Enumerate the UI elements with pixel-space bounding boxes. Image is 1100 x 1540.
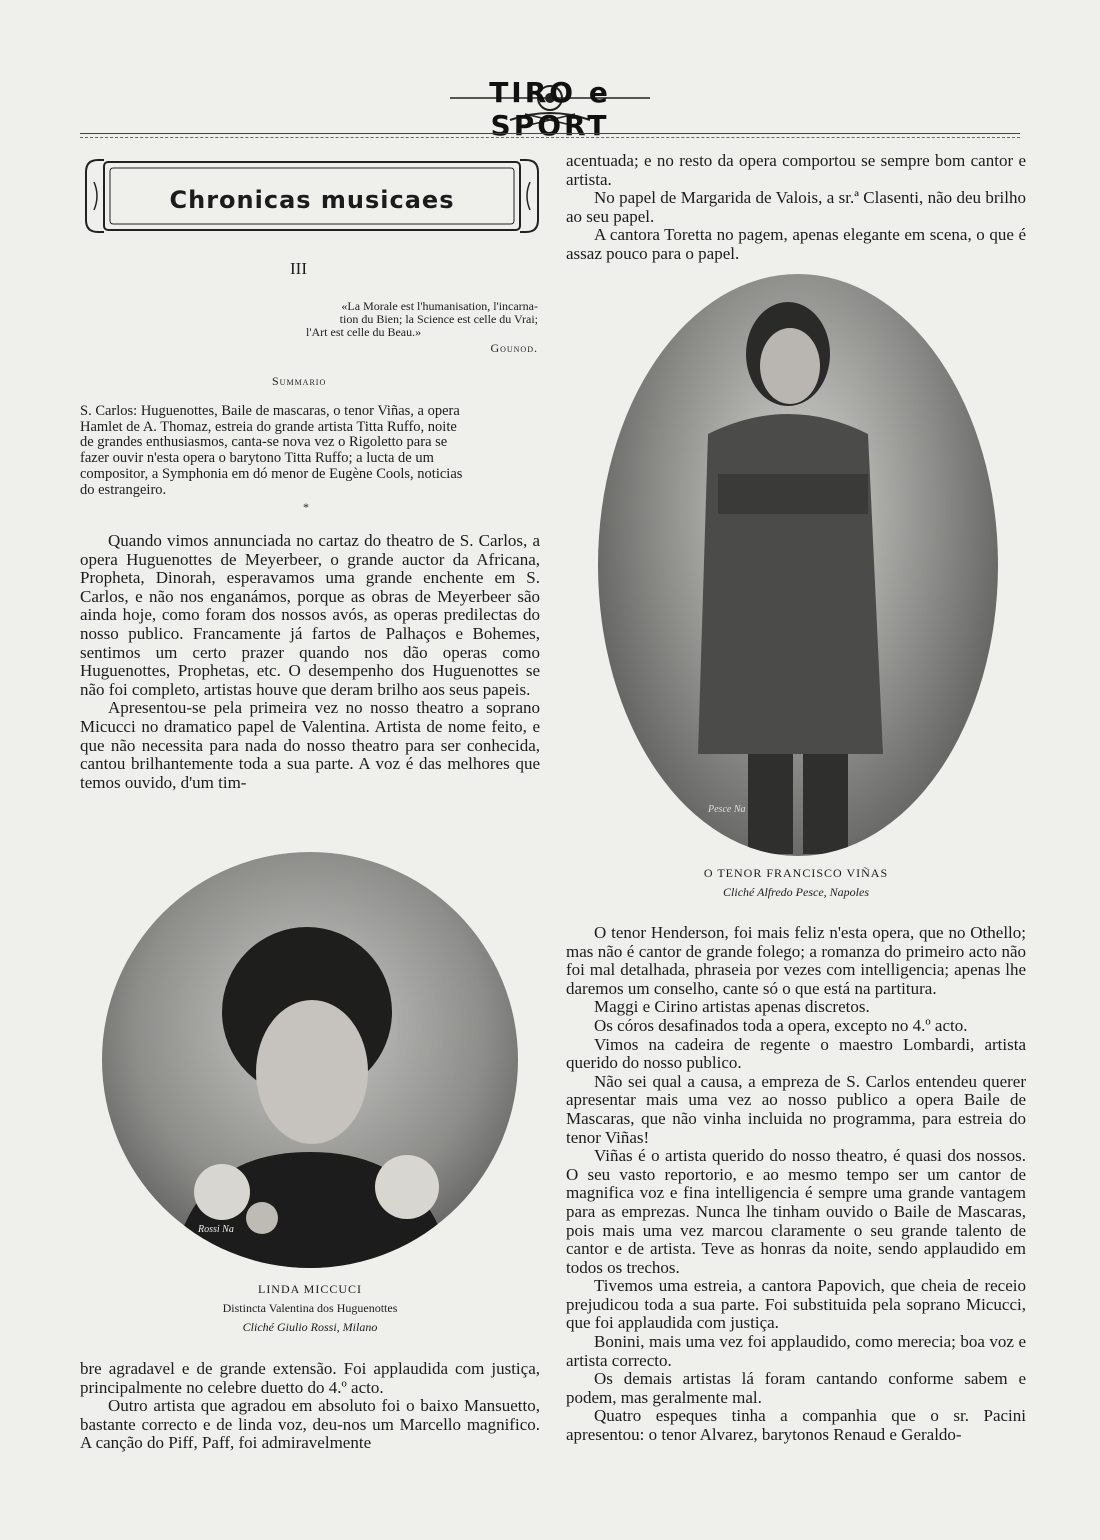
masthead-title: TIRO e SPORT (489, 76, 611, 142)
photo-signature: Pesce Na (708, 804, 746, 815)
paragraph: Viñas é o artista querido do nosso theatro, é quasi dos nossos. O seu vasto reportorio, e ao mesmo tempo ser um cantor de magnifica voz e fina intelligencia é sempre uma grande vantagem para as emprezas. Nunca lhe tinham ouvido o Baile de Mascaras, pois mais uma vez marcou claramente o seu grande talento de cantor e de artista. Teve as honras da noite, sendo applaudido em todos os trechos. (566, 1146, 1026, 1277)
paragraph: Vimos na cadeira de regente o maestro Lombardi, artista querido do nosso publico. (566, 1034, 1026, 1073)
summary-line: do estrangeiro. (80, 481, 167, 498)
right-column-top (566, 152, 1026, 264)
epigraph (306, 300, 538, 355)
portrait-figure (102, 852, 518, 1268)
paragraph: Quatro espeques tinha a companhia que o sr. Pacini apresentou: o tenor Alvarez, barytonos Renaud e Geraldo- (566, 1406, 1026, 1445)
paragraph: No papel de Margarida de Valois, a sr.ª Clasenti, não deu brilho ao seu papel. (566, 188, 1026, 226)
epigraph-author: Gounod. (490, 341, 538, 355)
paragraph: Os córos desafinados toda a opera, excepto no 4.º acto. (594, 1015, 968, 1035)
caption-title: O TENOR FRANCISCO VIÑAS (703, 866, 889, 880)
paragraph: Outro artista que agradou em absoluto foi o baixo Mansuetto, bastante correcto e de linda voz, deu-nos um Marcello magnifico. A canção do Piff, Paff, foi admiravelmente (80, 1396, 540, 1453)
summary-line: compositor, a Symphonia em dó menor de Eugène Cools, noticias (80, 465, 463, 482)
left-column-bottom (80, 1360, 540, 1453)
epigraph-line: l'Art est celle du Beau.» (306, 325, 422, 339)
summary-line: fazer ouvir n'esta opera o barytono Titta Ruffo; a lucta de um (80, 450, 434, 467)
section-title: Chronicas musicaes (169, 186, 455, 214)
paragraph: Bonini, mais uma vez foi applaudido, como merecia; boa voz e artista correcto. (566, 1332, 1026, 1370)
caption-subtitle: Distincta Valentina dos Huguenottes (222, 1301, 398, 1315)
paragraph: Não sei qual a causa, a empreza de S. Carlos entendeu querer apresentar mais uma vez ao nosso publico a opera Baile de Mascaras, que não vinha incluida no programma, para estreia do tenor Viñas! (566, 1071, 1026, 1147)
summary-line: de grandes enthusiasmos, canta-se nova vez o Rigoletto para se (80, 434, 448, 451)
summary-text (80, 404, 540, 498)
paragraph: O tenor Henderson, foi mais feliz n'esta opera, que no Othello; mas não é cantor de grande folego; a romanza do primeiro acto não foi mal detalhada, phraseia por vezes com intelligencia; apenas lhe daremos um conselho, cante só o que está na partitura. (566, 923, 1026, 998)
summary-asterisk: * (303, 500, 309, 514)
section-title-frame (82, 152, 542, 240)
paragraph: Quando vimos annunciada no cartaz do theatro de S. Carlos, a opera Huguenottes de Meyerbeer, o grande auctor da Africana, Propheta, Dinorah, esperavamos uma grande enchente em S. Carlos, e não nos enganámos, porque as obras de Meyerbeer são ainda hoje, como foram dos nossos avós, as operas predilectas do nosso publico. Francamente já fartos de Palhaços e Bohemes, sentimos um certo prazer quando nos dão operas como Huguenottes, Prophetas, etc. O desempenho dos Huguenottes se não foi completo, artistas houve que deram brilho aos seus papeis. (80, 531, 540, 699)
epigraph-line: «La Morale est l'humanisation, l'incarna- (341, 299, 538, 313)
paragraph: A cantora Toretta no pagem, apenas elegante em scena, o que é assaz pouco para o papel. (566, 225, 1026, 263)
summary-heading: Summario (272, 374, 327, 388)
portrait-linda-miccuci (102, 852, 518, 1268)
caption-credit: Cliché Giulio Rossi, Milano (242, 1320, 378, 1334)
paragraph: Os demais artistas lá foram cantando conforme sabem e podem, mas geralmente mal. (566, 1369, 1026, 1407)
right-column-bottom (566, 924, 1026, 1445)
portrait-francisco-vinas (598, 274, 998, 856)
caption-miccuci (160, 1280, 460, 1337)
summary-line: Hamlet de A. Thomaz, estreia do grande artista Titta Ruffo, noite (80, 418, 457, 435)
paragraph: bre agradavel e de grande extensão. Foi applaudida com justiça, principalmente no celebre duetto do 4.º acto. (80, 1359, 540, 1397)
section-numeral: III (290, 259, 307, 278)
paragraph: Tivemos uma estreia, a cantora Papovich, que cheia de receio prejudicou toda a sua parte. Foi substituida pela soprano Micucci, que foi applaudida com justiça. (566, 1276, 1026, 1333)
photo-signature: Rossi Na (198, 1224, 234, 1235)
masthead-logo (440, 70, 660, 142)
summary-line: S. Carlos: Huguenottes, Baile de mascaras, o tenor Viñas, a opera (80, 403, 460, 419)
caption-vinas (646, 864, 946, 902)
caption-credit: Cliché Alfredo Pesce, Napoles (723, 885, 869, 899)
paragraph: Apresentou-se pela primeira vez no nosso theatro a soprano Micucci no dramatico papel de Valentina. Artista de nome feito, e que não necessita para nada do nosso theatro para ser conhecida, cantou brilhantemente toda a sua parte. A voz é das melhores que temos ouvido, d'um tim- (80, 698, 540, 792)
caption-title: LINDA MICCUCI (257, 1282, 362, 1296)
portrait-figure (598, 274, 998, 856)
paragraph: acentuada; e no resto da opera comportou se sempre bom cantor e artista. (566, 151, 1026, 189)
paragraph: Maggi e Cirino artistas apenas discretos. (594, 997, 870, 1017)
header-rule-dashed (80, 137, 1020, 138)
epigraph-line: tion du Bien; la Science est celle du Vrai; (339, 312, 538, 326)
left-column-top (80, 532, 540, 792)
header-rule (80, 133, 1020, 134)
